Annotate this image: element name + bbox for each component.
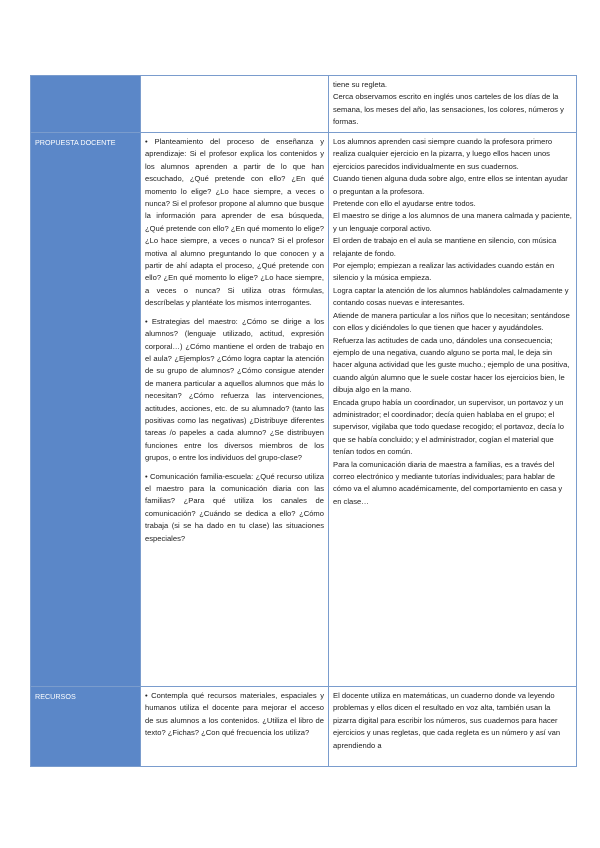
row-label-recursos: RECURSOS	[31, 687, 141, 767]
answer-line: Atiende de manera particular a los niños que lo necesitan; sentándose con ellos y diciéndoles lo que tienen que hacer y ayudándoles.	[333, 310, 570, 333]
answer-cell	[329, 133, 577, 687]
answer-line: Para la comunicación diaria de maestra a familias, es a través del correo electrónico y mediante tutorías individuales; para hablar de cómo va el alumno académicamente, del comportamiento en casa y en clase…	[333, 459, 563, 506]
guide-bullet: • Planteamiento del proceso de enseñanza y aprendizaje: Si el profesor explica los contenidos y los alumnos aprenden a partir de lo que han escuchado, ¿Qué pretende con ello? ¿En qué momento lo elige? ¿Lo hace siempre, a veces o nunca? Si el profesor propone al alumno que busque la información para aprender de esa búsqueda, ¿Qué pretende con ello? ¿En qué momento lo elige? ¿Lo hace siempre, a veces o nunca? Si el profesor motiva al alumno preguntando lo que conocen y a partir de ahí adapta el proceso, ¿Qué pretende con ello? ¿En qué momento lo elige? ¿Lo hace siempre, a veces o nunca? Si utiliza otras fórmulas, descríbelas y plantéate los mismos interrogantes.	[145, 137, 324, 308]
table-row	[31, 133, 577, 687]
answer-line: Pretende con ello el ayudarse entre todos.	[333, 199, 476, 209]
guide-cell	[141, 133, 329, 687]
guide-bullet: • Estrategias del maestro: ¿Cómo se dirige a los alumnos? (lenguaje utilizado, actitud, expresión corporal…) ¿Cómo mantiene el orden de trabajo en el aula? ¿Ejemplos? ¿Cómo logra captar la atención de su grupo de alumnos? ¿Cómo consigue atender de manera particular a aquellos alumnos que más lo necesitan? ¿Cómo refuerza las intervenciones, actitudes, acciones, etc. de su alumnado? (tanto las positivas como las negativas) ¿Distribuye diferentes tareas /o papeles a cada alumno? ¿Se distribuyen funciones entre los diversos miembros de los grupos, o entre los individuos del grupo-clase?	[145, 316, 324, 463]
answer-line: Cerca observamos escrito en inglés unos carteles de los días de la semana, los meses del año, las sensaciones, los colores, números y formas.	[333, 92, 564, 127]
answer-line: Cuando tienen alguna duda sobre algo, entre ellos se intentan ayudar o preguntan a la profesora.	[333, 174, 568, 196]
observation-table	[30, 75, 577, 767]
answer-line: Refuerza las actitudes de cada uno, dándoles una consecuencia; ejemplo de una negativa, cuando alguno se porta mal, le deja sin hacer alguna actividad que les guste mucho.; ejemplo de una positiva, cuando algún alumno que le suele costar hacer los ejercicios bien, le dibuja algo en la mano.	[333, 335, 570, 395]
answer-line: Los alumnos aprenden casi siempre cuando la profesora primero realiza cualquier ejercicio en la pizarra, y luego ellos hacen unos ejercicios parecidos individualmente en sus cuadernos.	[333, 137, 553, 171]
answer-line: Encada grupo había un coordinador, un supervisor, un portavoz y un administrador; el coordinador; decía quien hablaba en el grupo; el supervisor, vigilaba que todo quedase recogido; el portavoz, decía lo que se había concluido; y el administrador, cogían el material que tenían todos en común.	[333, 397, 564, 457]
answer-line: El maestro se dirige a los alumnos de una manera calmada y paciente, y un lenguaje corporal activo.	[333, 211, 572, 233]
answer-line: Por ejemplo; empiezan a realizar las actividades cuando están en silencio y la música empieza.	[333, 261, 555, 283]
answer-line: tiene su regleta.	[333, 80, 388, 89]
table-row	[31, 687, 577, 767]
guide-bullet: • Comunicación familia-escuela: ¿Qué recurso utiliza el maestro para la comunicación diaria con las familias? ¿Para qué utiliza los canales de comunicación? ¿Cuándo se dedica a ello? ¿Cómo trabaja (si se ha dado en tu clase) las situaciones especiales?	[145, 471, 324, 543]
guide-bullet: • Contempla qué recursos materiales, espaciales y humanos utiliza el docente para mejorar el acceso de sus alumnos a los contenidos. ¿Utiliza el libro de texto? ¿Fichas? ¿Con qué frecuencia los utiliza?	[145, 691, 324, 738]
table-row	[31, 76, 577, 133]
guide-cell	[141, 76, 329, 133]
answer-line: Logra captar la atención de los alumnos hablándoles calmadamente y contando cosas nuevas e interesantes.	[333, 285, 569, 308]
answer-cell	[329, 76, 577, 133]
guide-cell	[141, 687, 329, 767]
answer-line: El orden de trabajo en el aula se mantiene en silencio, con música relajante de fondo.	[333, 236, 557, 258]
row-label-cell	[31, 76, 141, 133]
row-label-propuesta-docente: PROPUESTA DOCENTE	[31, 133, 141, 687]
answer-line: El docente utiliza en matemáticas, un cuaderno donde va leyendo problemas y ellos dicen el resultado en voz alta, también usan la pizarra digital para escribir los números, sus cuadernos para hacer ejercicios y unas regletas, que cada regleta es un número y así van aprendiendo a	[333, 691, 561, 750]
answer-cell	[329, 687, 577, 767]
